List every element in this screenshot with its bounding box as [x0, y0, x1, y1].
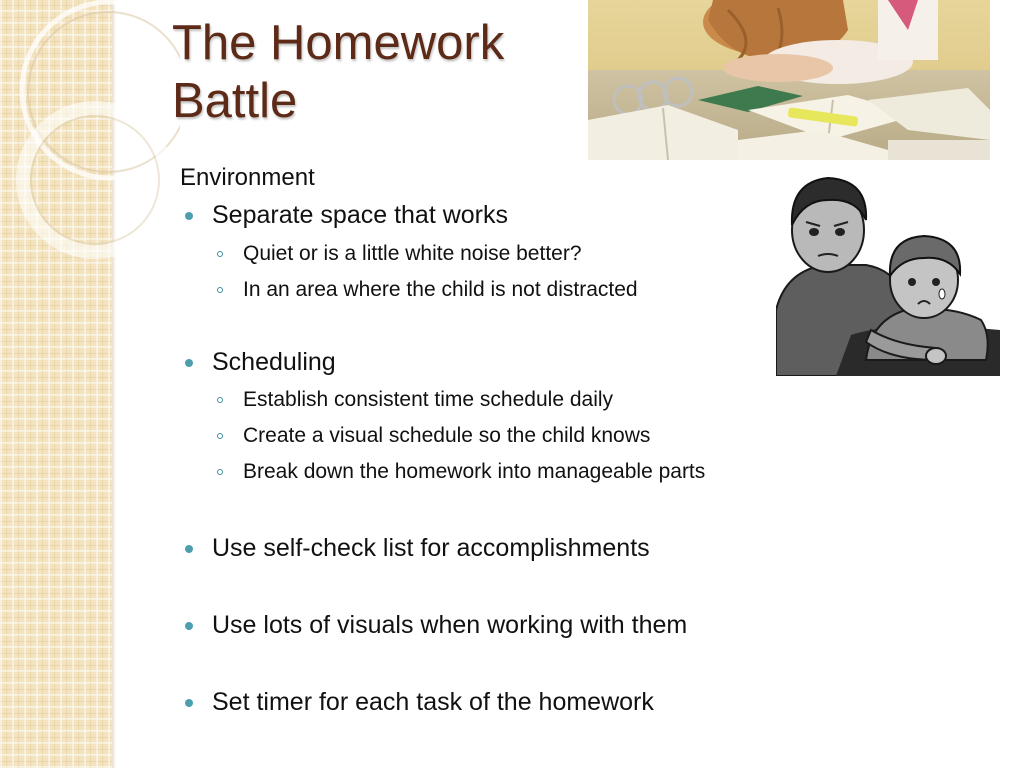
sub-bullet-ring — [217, 433, 223, 439]
bullet-visuals: Use lots of visuals when working with them — [212, 611, 688, 639]
sub-bullet-ring — [217, 287, 223, 293]
sub-bullet-area: In an area where the child is not distracted — [243, 278, 638, 301]
sub-bullet-quiet: Quiet or is a little white noise better? — [243, 242, 582, 265]
environment-heading: Environment — [180, 164, 315, 191]
cartoon-sad-children — [776, 170, 1000, 376]
bullet-dot — [185, 359, 193, 367]
bullet-separate-space: Separate space that works — [212, 201, 508, 229]
decorative-plaid-band — [0, 0, 112, 768]
bullet-dot — [185, 622, 193, 630]
bullet-dot — [185, 212, 193, 220]
title-line-2: Battle — [172, 74, 298, 128]
slide-title — [172, 14, 582, 130]
sub-bullet-ring — [217, 251, 223, 257]
bullet-scheduling: Scheduling — [212, 348, 336, 376]
sub-bullet-break-down: Break down the homework into manageable parts — [243, 460, 706, 483]
band-edge-shadow — [112, 0, 116, 768]
photo-child-asleep-on-books — [588, 0, 990, 160]
bullet-dot — [185, 699, 193, 707]
sub-bullet-establish: Establish consistent time schedule daily — [243, 388, 614, 411]
title-line-1: The Homework — [172, 16, 505, 70]
bullet-timer: Set timer for each task of the homework — [212, 688, 654, 716]
sub-bullet-ring — [217, 397, 223, 403]
sub-bullet-visual-schedule: Create a visual schedule so the child knows — [243, 424, 651, 447]
bullet-self-check: Use self-check list for accomplishments — [212, 534, 650, 562]
bullet-dot — [185, 545, 193, 553]
sub-bullet-ring — [217, 469, 223, 475]
